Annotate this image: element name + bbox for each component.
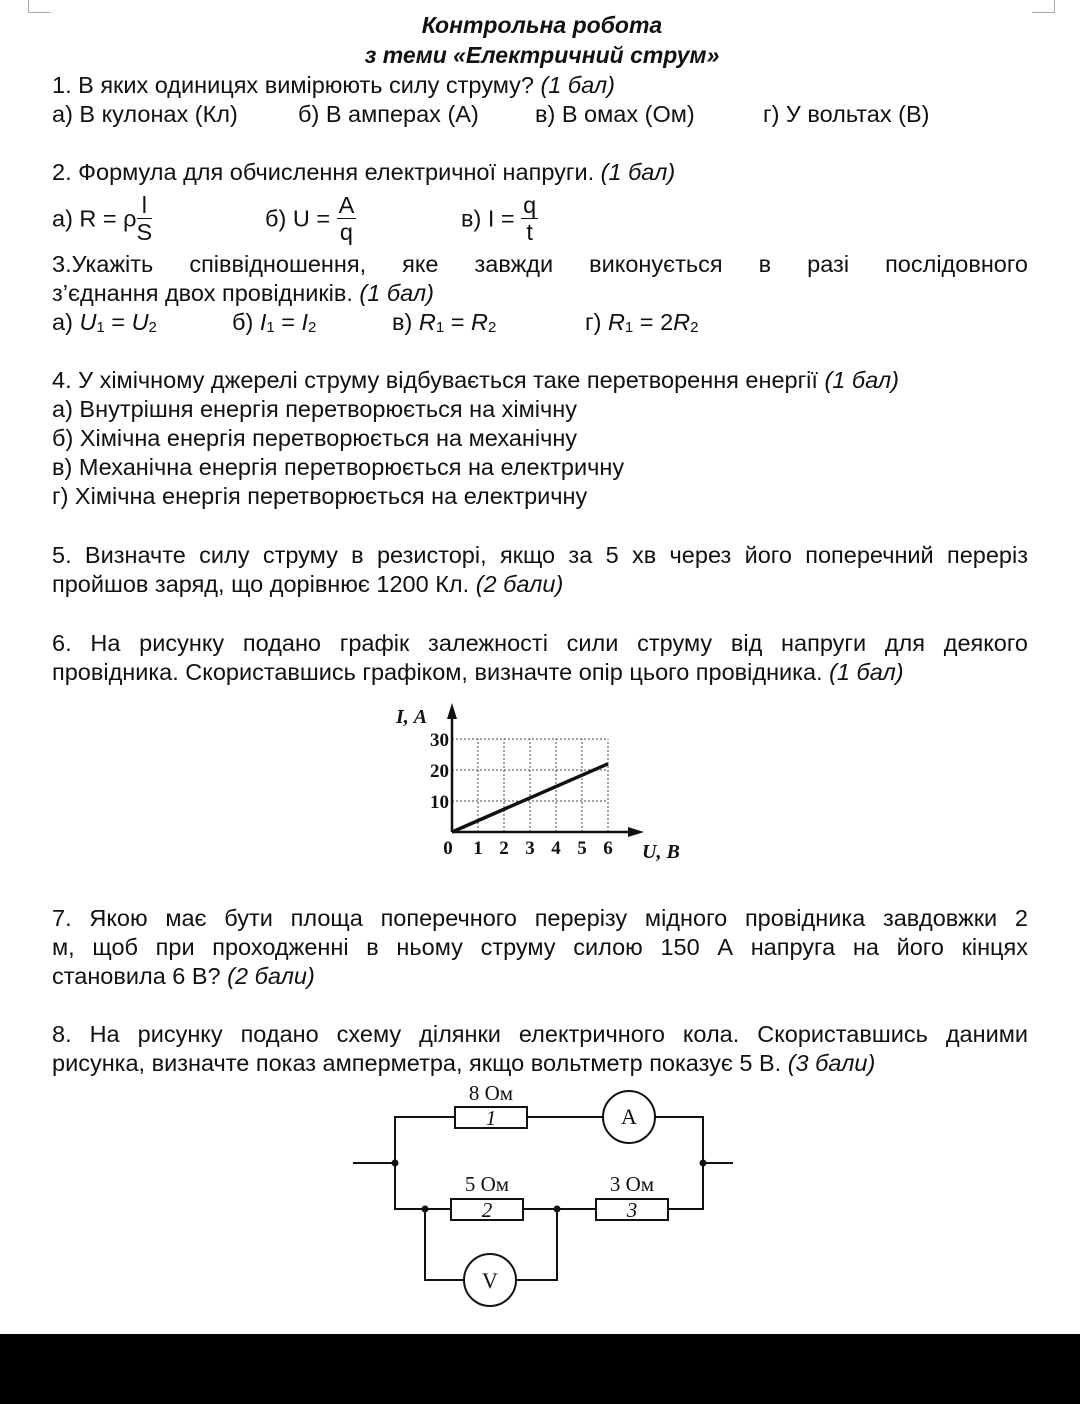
y-axis-arrow [447,703,457,719]
q2-option-a: а) R = ρ $\frac{l}{S}$ [52,192,153,245]
r3-value: 3 Ом [609,1172,655,1196]
q1-points: (1 бал) [540,72,616,98]
question-8-line-2: рисунка, визначте показ амперметра, якщо вольтметр показує 5 В. (3 бали) [52,1050,876,1076]
q7-points: (2 бали) [227,963,315,989]
r1-label: 1 [485,1106,497,1130]
bottom-branch-wire-right [668,1163,703,1209]
question-4: 4. У хімічному джерелі струму відбувається таке перетворення енергії (1 бал) [52,367,899,393]
q3-points: (1 бал) [359,280,434,306]
q1-option-c: в) В омах (Ом) [535,101,695,127]
voltmeter-label: V [482,1268,498,1293]
voltmeter-wire-left [425,1209,464,1280]
question-2: 2. Формула для обчислення електричної напруги. (1 бал) [52,159,676,185]
question-7-line-1: 7. Якою має бути площа поперечного перерізу мідного провідника завдовжки 2 [52,905,1028,931]
q4-option-c: в) Механічна енергія перетворюється на електричну [52,454,625,480]
question-6-line-2: провідника. Скориставшись графіком, визначте опір цього провідника. (1 бал) [52,659,904,685]
y-tick-label: 20 [430,761,449,782]
x-tick-label: 1 [473,838,483,859]
q8-points: (3 бали) [787,1050,876,1076]
top-branch-wire-left [395,1117,455,1163]
top-branch-wire-right [655,1117,703,1163]
voltmeter [464,1254,516,1306]
r2-label: 2 [481,1198,493,1222]
q4-option-a: а) Внутрішня енергія перетворюється на хімічну [52,396,577,422]
q4-option-d: г) Хімічна енергія перетворюється на електричну [52,483,588,509]
q3-option-c: в) $R_1 = R_2$ [392,309,497,336]
r3-label: 3 [626,1198,638,1222]
node-right [700,1160,707,1167]
x-tick-label: 3 [525,838,535,859]
resistor-2 [451,1199,523,1220]
question-7-line-2: м, щоб при проходженні в ньому струму силою 150 А напруга на його кінцях [52,934,1028,960]
ammeter-label: A [621,1104,637,1129]
q5-points: (2 бали) [475,571,564,597]
x-tick-label: 6 [603,838,613,859]
current-voltage-chart [380,688,720,870]
bottom-branch-wire-left [395,1163,451,1209]
page-subtitle: з теми «Електричний струм» [364,42,720,68]
resistor-1 [455,1107,527,1128]
x-tick-label: 0 [443,838,453,859]
question-3-line-1: 3.Укажіть співвідношення, яке завжди виконується в разі послідовного [52,251,1028,277]
q1-option-a: а) В кулонах (Кл) [52,101,238,127]
y-tick-label: 10 [430,792,449,813]
question-5-line-1: 5. Визначте силу струму в резисторі, якщо за 5 хв через його поперечний переріз [52,542,1028,568]
q2-points: (1 бал) [600,159,676,185]
x-tick-label: 4 [551,838,561,859]
q4-points: (1 бал) [824,367,899,393]
q1-option-b: б) В амперах (А) [298,101,479,127]
question-8-line-1: 8. На рисунку подано схему ділянки електричного кола. Скориставшись даними [52,1021,1028,1047]
q3-option-d: г) $R_1 = 2R_2$ [585,309,699,336]
page-title: Контрольна робота [421,12,663,38]
q3-option-a: а) $U_1 = U_2$ [52,309,157,336]
question-5-line-2: пройшов заряд, що дорівнює 1200 Кл. (2 бали) [52,571,564,597]
ammeter [603,1091,655,1143]
q2-option-c: в) I = $\frac{q}{t}$ [461,192,537,245]
resistor-3 [596,1199,668,1220]
q1-option-d: г) У вольтах (В) [763,101,930,127]
q3-option-b: б) $I_1 = I_2$ [232,309,317,336]
q6-points: (1 бал) [829,659,904,685]
x-axis-arrow [628,827,644,837]
r1-value: 8 Ом [468,1081,514,1105]
question-7-line-3: становила 6 В? (2 бали) [52,963,315,989]
x-tick-label: 5 [577,838,587,859]
q4-option-b: б) Хімічна енергія перетворюється на механічну [52,425,578,451]
node-left [392,1160,399,1167]
node-voltmeter-left [422,1206,429,1213]
question-6-line-1: 6. На рисунку подано графік залежності сили струму від напруги для деякого [52,630,1028,656]
voltmeter-wire-right [516,1209,557,1280]
node-voltmeter-right [554,1206,561,1213]
q2-option-b: б) U = $\frac{A}{q}$ [265,192,355,245]
y-axis-label: I, А [396,706,428,728]
r2-value: 5 Ом [464,1172,510,1196]
y-tick-label: 30 [430,730,449,751]
question-1: 1. В яких одиницях вимірюють силу струму? (1 бал) [52,72,616,98]
x-tick-label: 2 [499,838,509,859]
question-3-line-2: з’єднання двох провідників. (1 бал) [52,280,434,306]
x-axis-label: U, В [642,841,680,863]
